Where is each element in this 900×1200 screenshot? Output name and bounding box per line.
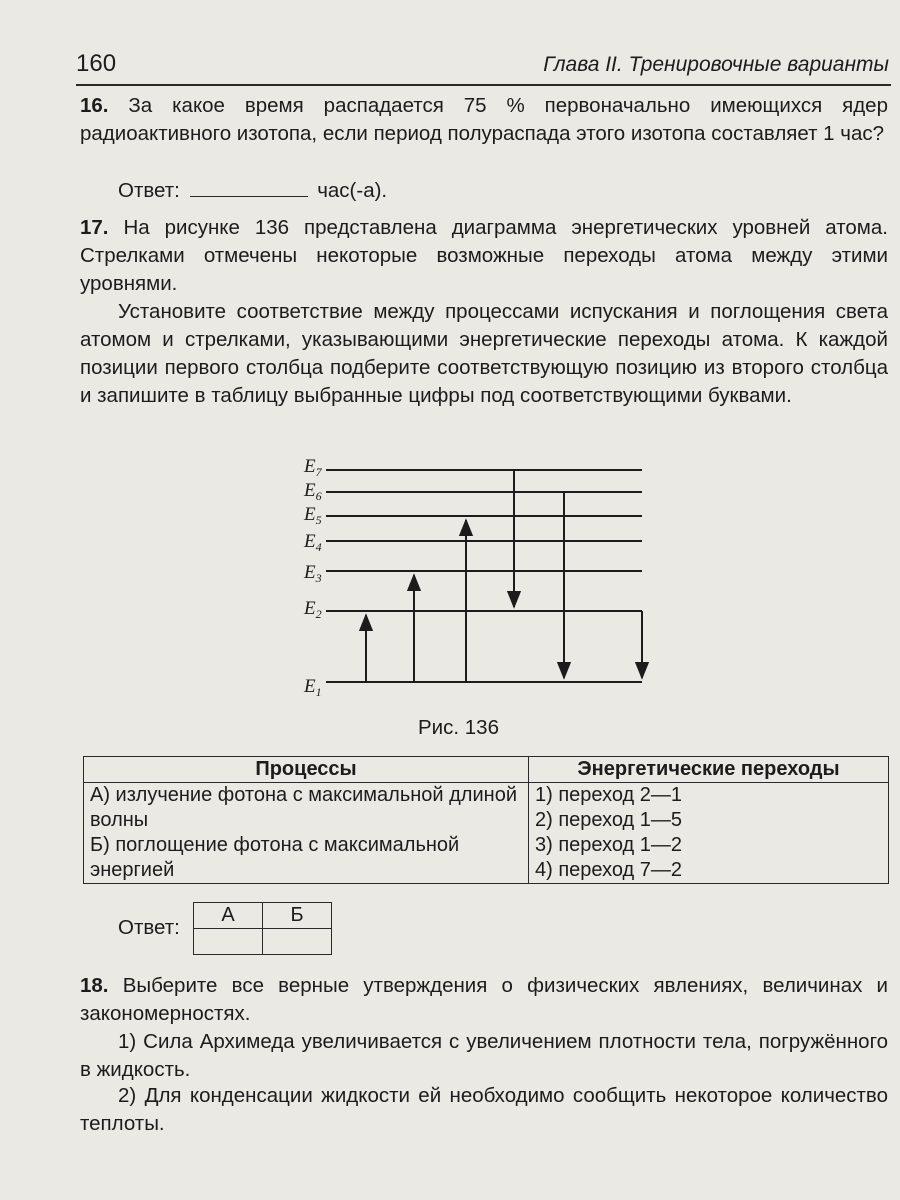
answer-cell-a[interactable]	[194, 929, 263, 955]
answer-label-17: Ответ:	[118, 916, 180, 939]
process-item-a: А) излучение фотона с максимальной длиной волны	[90, 784, 517, 831]
level-label-5: $E_5$	[304, 504, 322, 527]
level-label-2: $E_2$	[304, 598, 322, 621]
energy-level-diagram	[296, 448, 676, 698]
transition-item-4: 4) переход 7—2	[535, 859, 683, 881]
question-17-instructions: Установите соответствие между процессами испускания и поглощения света атомом и стрелками, указывающими энергетические переходы атома. К каждой позиции первого столбца подберите соответствующую позицию из второго столбца и запишите в таблицу выбранные цифры под соответствующими буквами.	[80, 300, 888, 407]
answer-16	[118, 176, 387, 203]
level-label-1: $E_1$	[304, 676, 322, 698]
answer-col-b-header: Б	[263, 903, 332, 929]
answer-unit: час(-а).	[317, 179, 388, 202]
transition-item-1: 1) переход 2—1	[535, 784, 683, 806]
transitions-cell	[529, 783, 889, 884]
transition-item-2: 2) переход 1—5	[535, 809, 683, 831]
column-header-transitions: Энергетические переходы	[529, 757, 889, 783]
statement-1: 1) Сила Архимеда увеличивается с увеличением плотности тела, погружённого в жидкость.	[80, 1030, 888, 1081]
question-number: 18.	[80, 974, 109, 997]
transition-item-3: 3) переход 1—2	[535, 834, 683, 856]
answer-grid-17	[193, 902, 332, 955]
page-header	[76, 50, 891, 86]
question-18	[80, 972, 888, 1028]
column-header-processes: Процессы	[84, 757, 529, 783]
processes-cell	[84, 783, 529, 884]
answer-col-a-header: А	[194, 903, 263, 929]
table-row	[84, 783, 889, 884]
answer-blank[interactable]	[190, 176, 308, 197]
process-item-b: Б) поглощение фотона с максимальной энергией	[90, 834, 460, 881]
level-label-4: $E_4$	[304, 531, 322, 554]
page-number: 160	[76, 50, 117, 77]
question-17	[80, 214, 888, 298]
answer-cell-b[interactable]	[263, 929, 332, 955]
question-text: За какое время распадается 75 % первоначально имеющихся ядер радиоактивного изотопа, если период полураспада этого изотопа составляет 1 час?	[80, 94, 888, 145]
matching-table	[83, 756, 889, 884]
question-text: Выберите все верные утверждения о физических явлениях, величинах и закономерностях.	[80, 974, 889, 1025]
question-16	[80, 92, 888, 148]
question-number: 17.	[80, 216, 109, 239]
chapter-title: Глава II. Тренировочные варианты	[543, 53, 889, 76]
level-label-7: $E_7$	[304, 456, 322, 479]
table-header-row	[84, 757, 889, 783]
level-label-6: $E_6$	[304, 480, 322, 503]
level-label-3: $E_3$	[304, 562, 322, 585]
statement-2: 2) Для конденсации жидкости ей необходимо сообщить некоторое количество теплоты.	[80, 1084, 888, 1135]
figure-caption: Рис. 136	[418, 716, 499, 739]
question-number: 16.	[80, 94, 109, 117]
answer-label: Ответ:	[118, 179, 180, 202]
question-text: На рисунке 136 представлена диаграмма энергетических уровней атома. Стрелками отмечены некоторые возможные переходы атома между этими уровнями.	[80, 216, 888, 295]
